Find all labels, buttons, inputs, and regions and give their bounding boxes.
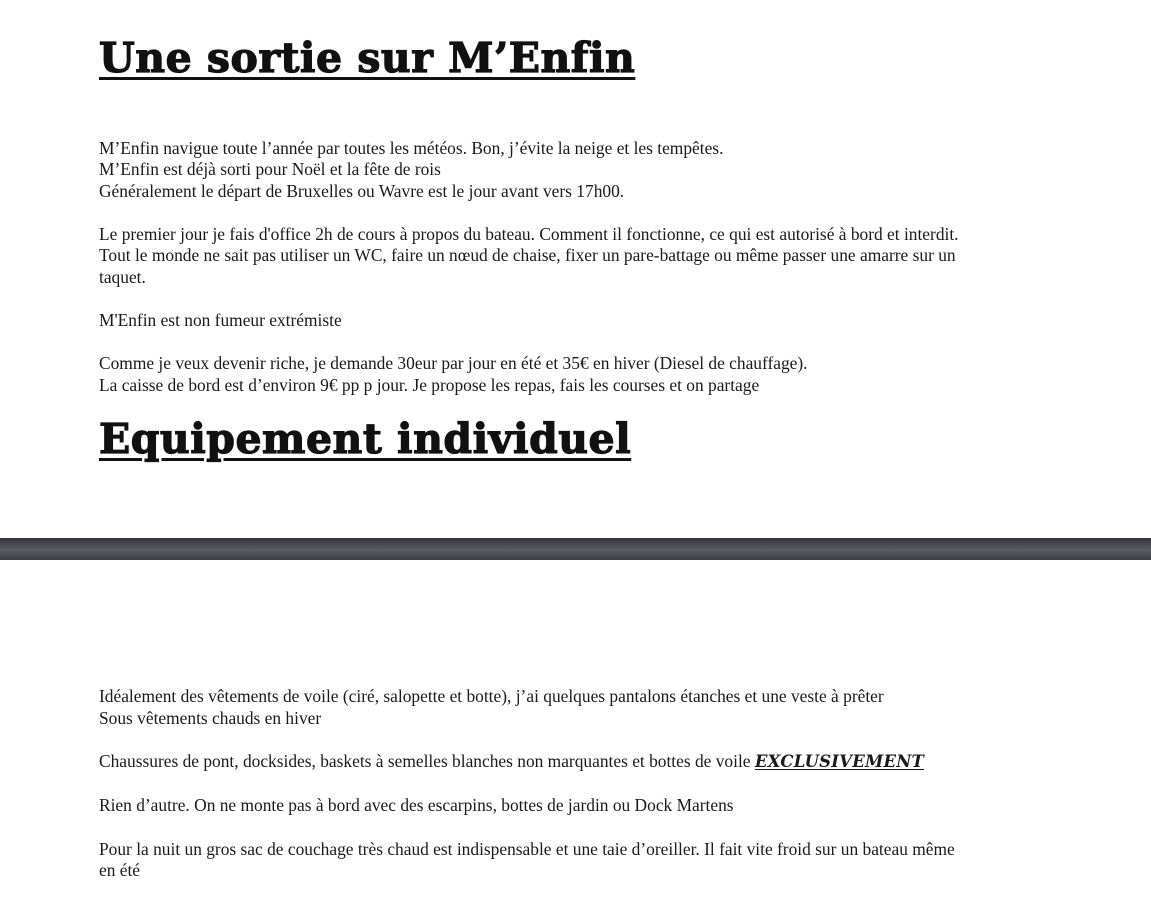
paragraph-line-with-emphasis — [99, 750, 924, 773]
paragraph-line: Pour la nuit un gros sac de couchage très chaud est indispensable et une taie d’oreiller. Il fait vite froid sur un bateau même — [99, 839, 955, 859]
emphasis-text: EXCLUSIVEMENT — [754, 752, 924, 771]
paragraph-line: M’Enfin est déjà sorti pour Noël et la fête de rois — [99, 159, 441, 179]
paragraph-line: Rien d’autre. On ne monte pas à bord avec des escarpins, bottes de jardin ou Dock Martens — [99, 795, 734, 815]
document-page-2 — [0, 560, 1151, 907]
paragraph-line: Généralement le départ de Bruxelles ou Wavre est le jour avant vers 17h00. — [99, 181, 625, 201]
page-separator — [0, 538, 1151, 560]
paragraph-line: M'Enfin est non fumeur extrémiste — [99, 310, 342, 330]
section-title: Equipement individuel — [99, 415, 632, 463]
paragraph-line: Comme je veux devenir riche, je demande 30eur par jour en été et 35€ en hiver (Diesel de chauffage). — [99, 353, 808, 373]
paragraph-line: Sous vêtements chauds en hiver — [99, 708, 322, 728]
paragraph-line: La caisse de bord est d’environ 9€ pp p jour. Je propose les repas, fais les courses et on partage — [99, 375, 760, 395]
paragraph-line: M’Enfin navigue toute l’année par toutes les météos. Bon, j’évite la neige et les tempêtes. — [99, 138, 724, 158]
paragraph-line: taquet. — [99, 267, 146, 287]
paragraph-line: en été — [99, 860, 141, 880]
paragraph-line: Le premier jour je fais d'office 2h de cours à propos du bateau. Comment il fonctionne, ce qui est autorisé à bord et interdit. — [99, 224, 959, 244]
paragraph-line: Chaussures de pont, docksides, baskets à semelles blanches non marquantes et bottes de voile — [99, 751, 755, 771]
page-title: Une sortie sur M’Enfin — [99, 34, 636, 82]
paragraph-line: Idéalement des vêtements de voile (ciré, salopette et botte), j’ai quelques pantalons étanches et une veste à prêter — [99, 686, 884, 706]
paragraph-line: Tout le monde ne sait pas utiliser un WC, faire un nœud de chaise, fixer un pare-battage ou même passer une amarre sur un — [99, 245, 956, 265]
